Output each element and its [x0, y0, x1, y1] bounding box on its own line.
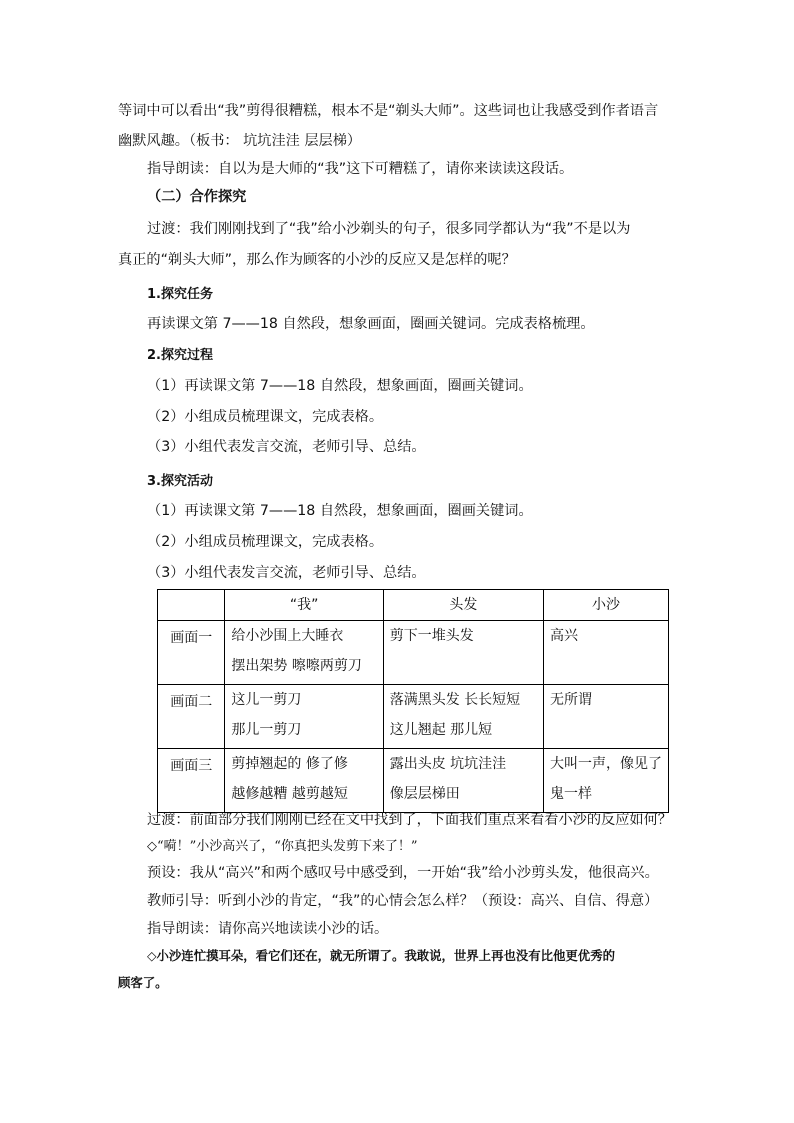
table-row — [158, 621, 669, 685]
text-line: 预设：我从“高兴”和两个感叹号中感受到，一开始“我”给小沙剪头发，他很高兴。 — [147, 865, 659, 881]
text-line: （3）小组代表发言交流，老师引导、总结。 — [147, 565, 426, 581]
table-cell — [543, 749, 668, 813]
text-line: 幽默风趣。（板书： 坑坑洼洼 层层梯） — [118, 133, 362, 149]
text-line: （1）再读课文第 7——18 自然段，想象画面，圈画关键词。 — [147, 378, 533, 394]
cell-line: 无所谓 — [549, 692, 592, 708]
table-header-cell: 小沙 — [543, 590, 668, 621]
table-row — [158, 685, 669, 749]
text-line: 过渡：我们刚刚找到了“我”给小沙剃头的句子，很多同学都认为“我”不是以为 — [147, 221, 631, 237]
quote-line: ◇“嗬！”小沙高兴了，“你真把头发剪下来了！” — [147, 839, 418, 854]
row-label: 画面二 — [158, 685, 225, 749]
cell-line: 露出头皮 坑坑洼洼 — [389, 756, 507, 772]
cell-line: 给小沙围上大睡衣 — [231, 628, 344, 644]
text-line: （1）再读课文第 7——18 自然段，想象画面，圈画关键词。 — [147, 503, 533, 519]
cell-line: 落满黑头发 长长短短 — [389, 692, 521, 708]
table-cell — [225, 749, 383, 813]
table-row — [158, 749, 669, 813]
table-cell — [225, 685, 383, 749]
cell-line: 剪下一堆头发 — [389, 628, 474, 644]
cell-line: 高兴 — [549, 628, 578, 644]
text-line: 指导朗读：请你高兴地读读小沙的话。 — [147, 921, 389, 937]
cell-line: 这儿一剪刀 — [231, 692, 302, 708]
cell-line: 像层层梯田 — [389, 786, 460, 802]
text-line: 过渡：前面部分我们刚刚已经在文中找到了，下面我们重点来看看小沙的反应如何？ — [147, 812, 672, 828]
analysis-table — [157, 589, 669, 813]
table-cell — [383, 621, 543, 685]
table-cell — [543, 621, 668, 685]
text-line: （2）小组成员梳理课文，完成表格。 — [147, 534, 384, 550]
text-line: 指导朗读：自以为是大师的“我”这下可糟糕了，请你来读读这段话。 — [147, 161, 574, 177]
quote-line: ◇小沙连忙摸耳朵，看它们还在，就无所谓了。我敢说，世界上再也没有比他更优秀的 — [147, 948, 615, 963]
cell-line: 越修越糟 越剪越短 — [231, 786, 348, 802]
table-header-row — [158, 590, 669, 621]
quote-line: 顾客了。 — [118, 975, 168, 990]
table-header-cell: 头发 — [383, 590, 543, 621]
cell-line: 剪掉翘起的 修了修 — [231, 756, 348, 772]
row-label: 画面三 — [158, 749, 225, 813]
text-line: 教师引导：听到小沙的肯定，“我”的心情会怎么样？（预设：高兴、自信、得意） — [147, 893, 659, 909]
text-line: 真正的“剃头大师”，那么作为顾客的小沙的反应又是怎样的呢？ — [118, 252, 516, 268]
table-cell — [225, 621, 383, 685]
cell-line: 那儿一剪刀 — [231, 722, 302, 738]
cell-line: 这儿翘起 那儿短 — [389, 722, 493, 738]
cell-line: 摆出架势 嚓嚓两剪刀 — [231, 658, 362, 674]
subheading: 2.探究过程 — [147, 348, 213, 363]
table-cell — [383, 685, 543, 749]
section-heading: （二）合作探究 — [147, 189, 247, 205]
subheading: 1.探究任务 — [147, 287, 213, 302]
row-label: 画面一 — [158, 621, 225, 685]
text-line: 等词中可以看出“我”剪得很糟糕，根本不是“剃头大师”。这些词也让我感受到作者语言 — [118, 103, 659, 119]
cell-line: 大叫一声，像见了 — [549, 756, 662, 772]
table-header-cell: “我” — [225, 590, 383, 621]
text-line: （2）小组成员梳理课文，完成表格。 — [147, 409, 384, 425]
table-header-cell — [158, 590, 225, 621]
text-line: 再读课文第 7——18 自然段，想象画面，圈画关键词。完成表格梳理。 — [147, 316, 595, 332]
text-line: （3）小组代表发言交流，老师引导、总结。 — [147, 439, 426, 455]
cell-line: 鬼一样 — [549, 786, 592, 802]
table-cell — [383, 749, 543, 813]
table-cell — [543, 685, 668, 749]
subheading: 3.探究活动 — [147, 474, 213, 489]
